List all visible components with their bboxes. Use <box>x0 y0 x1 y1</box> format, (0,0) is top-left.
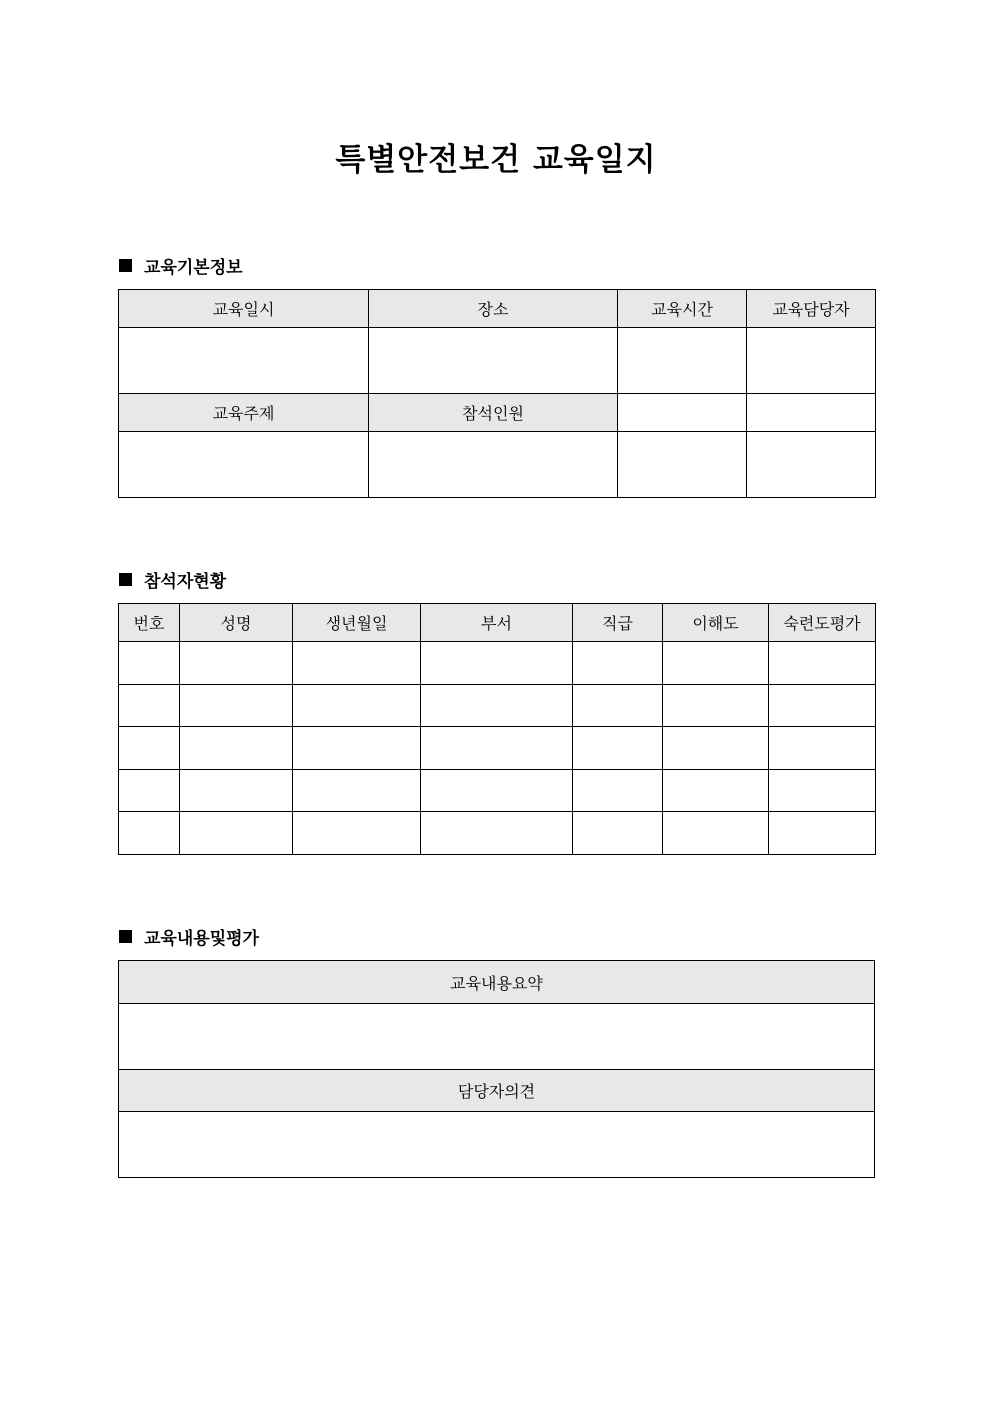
table-cell[interactable] <box>421 642 573 685</box>
empty-cell[interactable] <box>618 432 747 498</box>
table-cell[interactable] <box>119 727 180 770</box>
header-cell-instructor-opinion: 담당자의견 <box>119 1070 875 1112</box>
table-cell[interactable] <box>769 685 876 727</box>
value-cell-instructor-opinion[interactable] <box>119 1112 875 1178</box>
table-cell[interactable] <box>769 770 876 812</box>
square-bullet-icon <box>119 259 132 272</box>
table-cell[interactable] <box>119 685 180 727</box>
header-cell-education-hours: 교육시간 <box>618 290 747 328</box>
empty-cell[interactable] <box>618 394 747 432</box>
table-cell[interactable] <box>180 812 293 855</box>
header-cell-name: 성명 <box>180 604 293 642</box>
header-cell-instructor: 교육담당자 <box>747 290 876 328</box>
table-cell[interactable] <box>180 770 293 812</box>
square-bullet-icon <box>119 930 132 943</box>
table-cell[interactable] <box>573 770 663 812</box>
table-cell[interactable] <box>573 685 663 727</box>
header-cell-education-datetime: 교육일시 <box>119 290 369 328</box>
table-row <box>119 642 876 685</box>
empty-cell[interactable] <box>747 432 876 498</box>
header-cell-position: 직급 <box>573 604 663 642</box>
table-cell[interactable] <box>769 727 876 770</box>
table-row <box>119 812 876 855</box>
value-cell-education-datetime[interactable] <box>119 328 369 394</box>
table-cell[interactable] <box>663 812 769 855</box>
table-row <box>119 770 876 812</box>
basic-info-table <box>118 289 876 498</box>
table-cell[interactable] <box>573 727 663 770</box>
table-cell[interactable] <box>293 812 421 855</box>
header-cell-birthdate: 생년월일 <box>293 604 421 642</box>
table-cell[interactable] <box>119 812 180 855</box>
header-cell-content-summary: 교육내용요약 <box>119 961 875 1004</box>
header-cell-department: 부서 <box>421 604 573 642</box>
header-cell-location: 장소 <box>369 290 618 328</box>
table-cell[interactable] <box>663 727 769 770</box>
square-bullet-icon <box>119 573 132 586</box>
table-cell[interactable] <box>293 770 421 812</box>
table-cell[interactable] <box>663 770 769 812</box>
table-cell[interactable] <box>769 812 876 855</box>
table-cell[interactable] <box>573 812 663 855</box>
table-cell[interactable] <box>421 770 573 812</box>
table-cell[interactable] <box>119 770 180 812</box>
header-cell-education-topic: 교육주제 <box>119 394 369 432</box>
table-cell[interactable] <box>180 685 293 727</box>
table-row <box>119 685 876 727</box>
value-cell-education-topic[interactable] <box>119 432 369 498</box>
value-cell-location[interactable] <box>369 328 618 394</box>
empty-cell[interactable] <box>747 394 876 432</box>
attendees-table <box>118 603 876 855</box>
header-cell-attendee-count: 참석인원 <box>369 394 618 432</box>
content-evaluation-table <box>118 960 875 1178</box>
section-heading-content-evaluation <box>119 925 259 947</box>
table-cell[interactable] <box>180 642 293 685</box>
section-heading-label: 교육내용및평가 <box>144 928 259 949</box>
page-title: 특별안전보건 교육일지 <box>335 142 657 178</box>
table-cell[interactable] <box>769 642 876 685</box>
table-cell[interactable] <box>293 727 421 770</box>
header-cell-proficiency: 숙련도평가 <box>769 604 876 642</box>
section-heading-label: 교육기본정보 <box>144 257 243 278</box>
table-row <box>119 727 876 770</box>
header-cell-comprehension: 이해도 <box>663 604 769 642</box>
section-heading-label: 참석자현황 <box>144 571 227 592</box>
table-cell[interactable] <box>421 812 573 855</box>
section-heading-basic-info <box>119 254 243 276</box>
section-heading-attendees <box>119 568 226 590</box>
table-cell[interactable] <box>180 727 293 770</box>
table-cell[interactable] <box>421 727 573 770</box>
value-cell-attendee-count[interactable] <box>369 432 618 498</box>
table-cell[interactable] <box>293 642 421 685</box>
header-cell-number: 번호 <box>119 604 180 642</box>
value-cell-education-hours[interactable] <box>618 328 747 394</box>
table-cell[interactable] <box>421 685 573 727</box>
table-cell[interactable] <box>663 685 769 727</box>
table-cell[interactable] <box>293 685 421 727</box>
value-cell-instructor[interactable] <box>747 328 876 394</box>
value-cell-content-summary[interactable] <box>119 1004 875 1070</box>
table-cell[interactable] <box>663 642 769 685</box>
table-cell[interactable] <box>573 642 663 685</box>
table-cell[interactable] <box>119 642 180 685</box>
